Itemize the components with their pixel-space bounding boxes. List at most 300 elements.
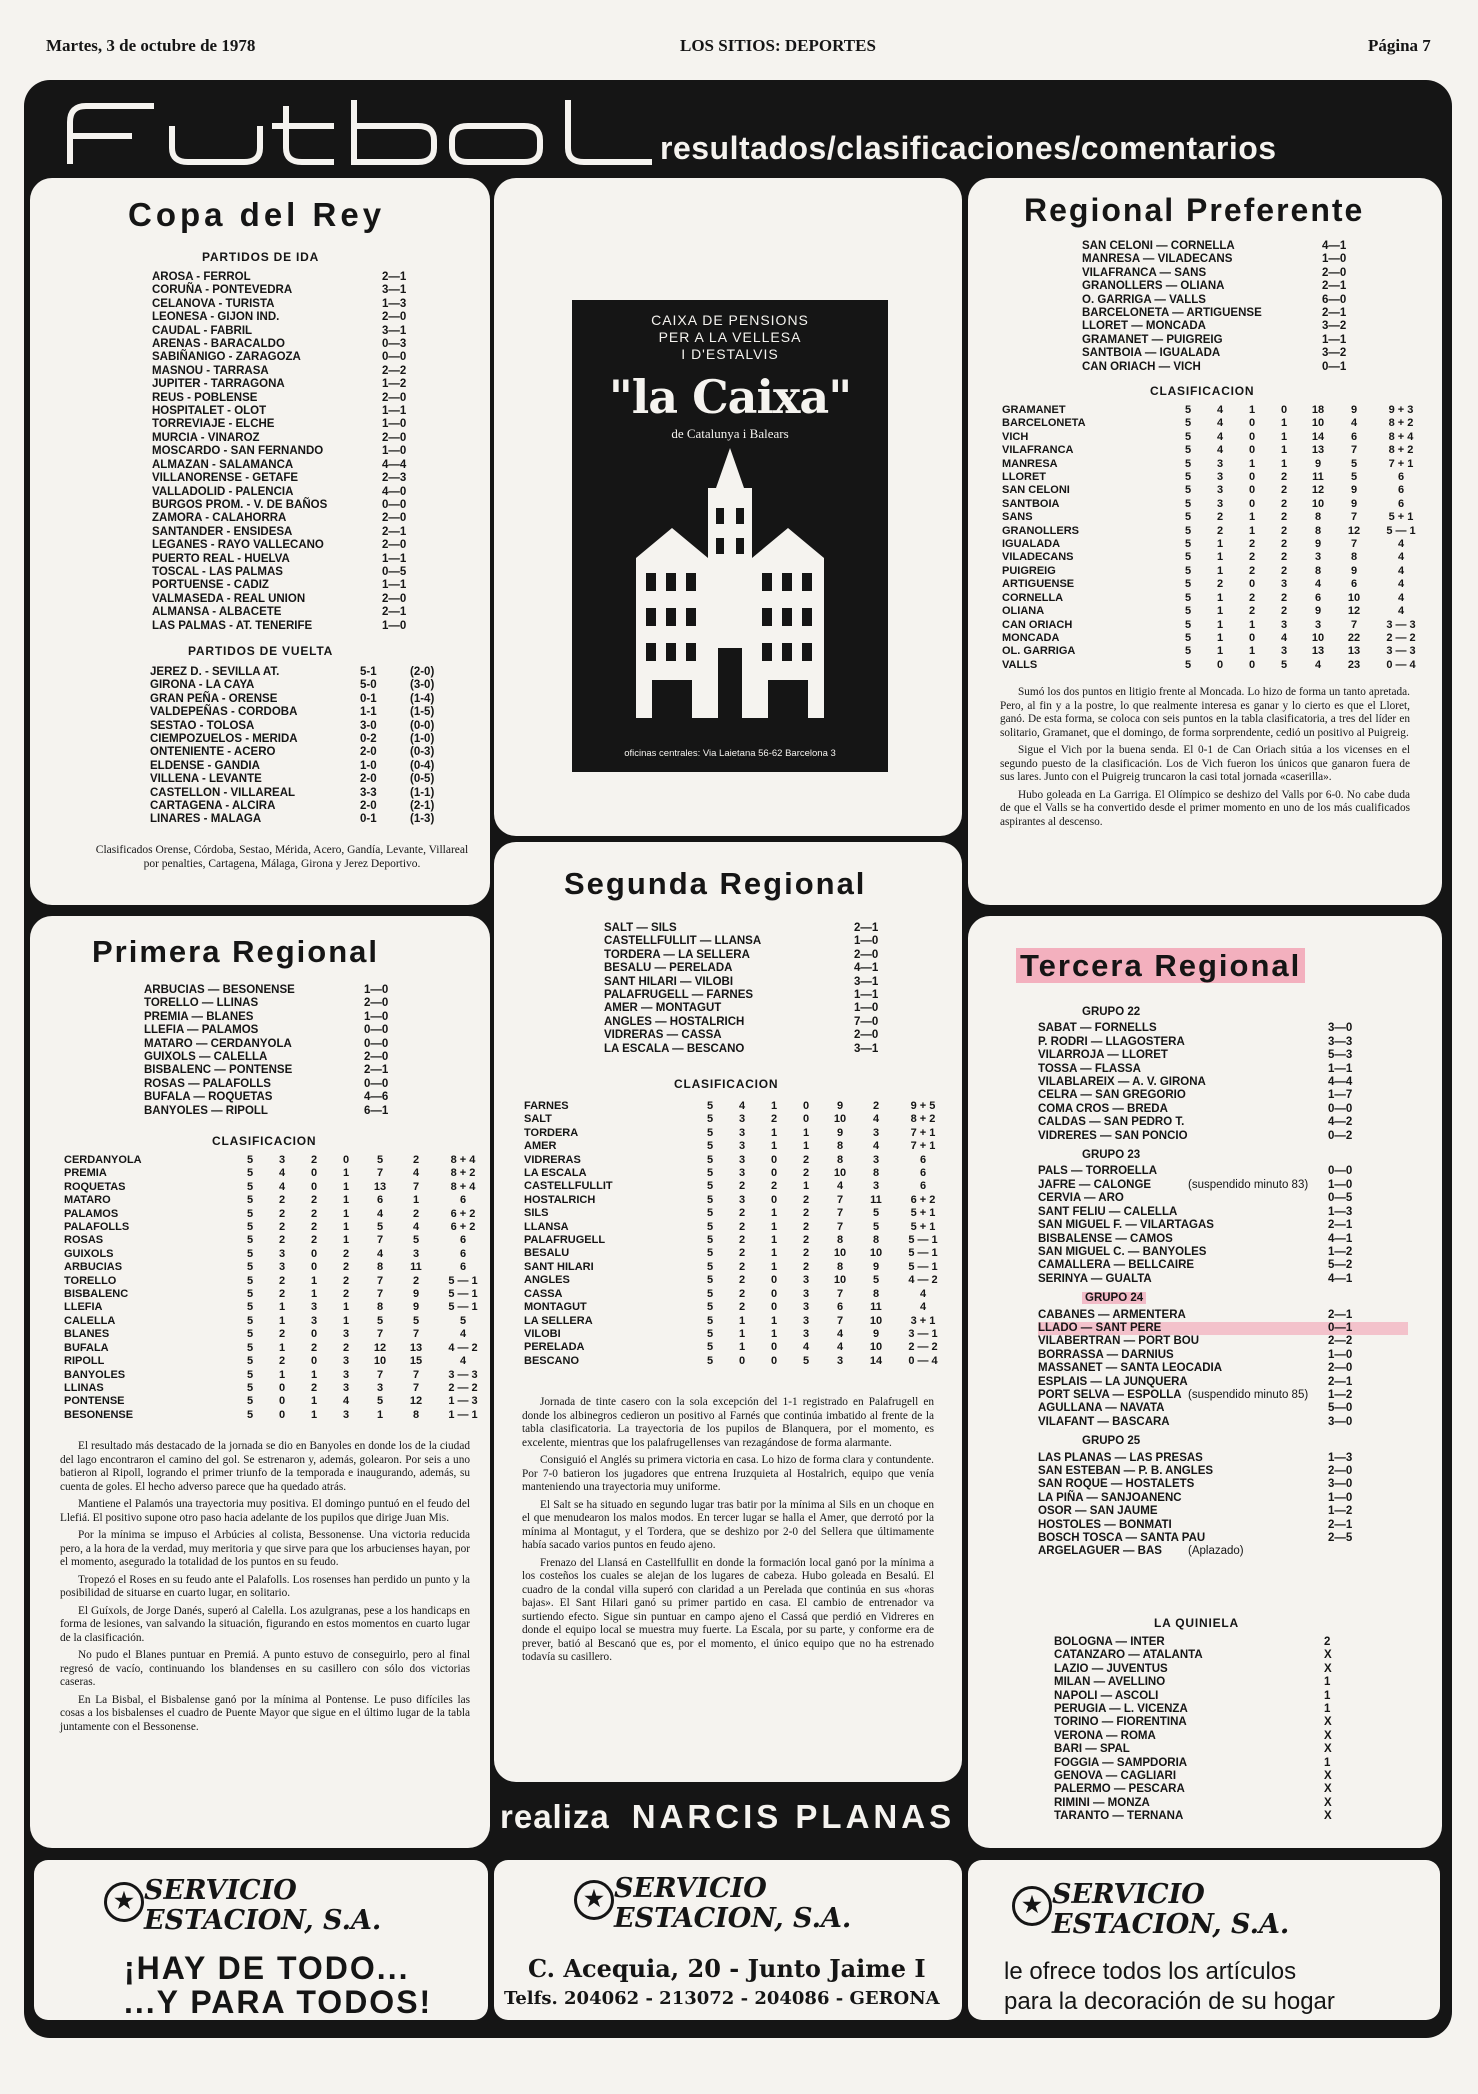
table-cell: 5	[706, 1180, 714, 1193]
match-name: VILABERTRAN — PORT BOU	[1038, 1335, 1199, 1348]
match-name: BISBALENSE — CAMOS	[1038, 1232, 1173, 1245]
table-cell: 4	[342, 1395, 350, 1408]
commentary-paragraph: El Salt se ha situado en segundo lugar tras batir por la mínima al Sils en un choque en el que menudearon los malos modos. En tercer lugar se halla el Amer, que derrotó por la mínima al Montagut, y el Tordera, que se deshizo por 2-0 del Sellera que últimamente había sacado varios puntos en feudo ajeno.	[522, 1498, 934, 1551]
table-cell: 1	[802, 1140, 810, 1153]
table-cell: 5	[706, 1247, 714, 1260]
team-name: TORDERA	[524, 1126, 579, 1139]
match-name: BANYOLES — RIPOLL	[144, 1104, 268, 1117]
commentary-paragraph: Sigue el Vich por la buena senda. El 0-1 de Can Oriach sitúa a los vicenses en el segundo puesto de la clasificación. Los de Vich fueron los únicos que ganaron fuera de sus lares. Junto con el Puigreig truncaron la casi total jornada «caserilla».	[1000, 744, 1410, 783]
table-row	[1002, 592, 1430, 605]
table-cell: 3	[310, 1314, 318, 1327]
table-cell: 1	[342, 1314, 350, 1327]
match-score: (0-4)	[410, 759, 435, 772]
table-row	[64, 1275, 492, 1288]
table-cell: 3	[872, 1126, 880, 1139]
match-note	[1188, 1063, 1328, 1076]
table-cell: 2	[278, 1207, 286, 1220]
table-cell: 5	[706, 1113, 714, 1126]
table-cell: 5	[246, 1261, 254, 1274]
team-name: BESONENSE	[64, 1408, 134, 1421]
commentary-paragraph: Por la mínima se impuso el Arbúcies al colista, Bessonense. Una victoria reducida pero, a la hora de la verdad, muy meritoria y que sirve para que los arbucienses hayan, por el momento, asegurado la totalidad de los puntos en su feudo.	[60, 1529, 470, 1568]
result-row	[1038, 1545, 1408, 1558]
table-cell: 0	[770, 1301, 778, 1314]
table-cell: 0	[1248, 631, 1256, 644]
table-row	[1002, 444, 1430, 457]
match-name: PREMIA — BLANES	[144, 1010, 254, 1023]
table-cell: 2	[802, 1220, 810, 1233]
match-name: VIDRERES — SAN PONCIO	[1038, 1129, 1188, 1142]
table-cell: 1	[770, 1314, 778, 1327]
match-note	[1188, 1022, 1328, 1035]
table-cell: 10	[1347, 591, 1361, 604]
table-cell: 4	[1280, 631, 1288, 644]
match-name: AMER — MONTAGUT	[604, 1002, 722, 1015]
result-row	[1038, 1130, 1408, 1143]
table-cell: 5	[706, 1234, 714, 1247]
match-score: 1—0	[382, 619, 407, 632]
table-cell: 1	[342, 1234, 350, 1247]
caixa-building-illustration	[616, 448, 844, 738]
result-row	[1082, 334, 1382, 347]
match-score: 2—2	[382, 364, 407, 377]
result-row	[144, 1078, 424, 1091]
match-name: ELDENSE - GANDIA	[150, 759, 260, 772]
table-cell: 1	[1248, 645, 1256, 658]
table-cell: 2	[1280, 524, 1288, 537]
result-row	[1082, 347, 1382, 360]
match-score: 5—0	[1328, 1402, 1353, 1415]
table-cell: 1	[342, 1194, 350, 1207]
commentary-paragraph: Hubo goleada en La Garriga. El Olímpico se deshizo del Valls por 6-0. No cabe duda de que el Valls se ha convertido desde el primer momento en uno de los más cualificados aspirantes al descenso.	[1000, 788, 1410, 828]
match-name: LA PIÑA — SANJOANENC	[1038, 1491, 1182, 1504]
result-row	[150, 813, 470, 826]
result-row	[604, 976, 914, 989]
table-cell: 15	[409, 1355, 423, 1368]
quiniela-title: LA QUINIELA	[1154, 1616, 1240, 1630]
match-score: 1	[1324, 1689, 1331, 1702]
table-row	[64, 1369, 492, 1382]
result-row	[1082, 320, 1382, 333]
table-cell: 1	[278, 1301, 286, 1314]
table-cell: 5	[246, 1154, 254, 1166]
table-cell: 1	[342, 1167, 350, 1180]
table-cell: 3	[376, 1381, 384, 1394]
table-cell: 1	[770, 1247, 778, 1260]
table-cell: 2	[1280, 511, 1288, 524]
table-cell: 5	[246, 1221, 254, 1234]
copa-ida-list	[152, 271, 442, 633]
match-name: REUS - POBLENSE	[152, 391, 258, 404]
table-cell: 3	[278, 1261, 286, 1274]
table-cell: 5	[1184, 524, 1192, 537]
table-row	[524, 1315, 952, 1328]
table-cell: 1 — 1	[448, 1408, 478, 1421]
match-name: CIEMPOZUELOS - MERIDA	[150, 733, 298, 746]
table-cell: 1	[1280, 430, 1288, 443]
match-score: 1—0	[854, 1002, 879, 1015]
team-name: SALT	[524, 1113, 552, 1126]
result-row	[1038, 1076, 1408, 1089]
match-score: 2—0	[382, 431, 407, 444]
star-emblem-icon: ★	[104, 1882, 144, 1922]
table-cell: 1	[1216, 591, 1224, 604]
table-cell: 3	[1280, 618, 1288, 631]
result-row	[152, 271, 442, 284]
table-cell: 8	[376, 1261, 384, 1274]
table-row	[64, 1167, 492, 1180]
table-cell: 3	[802, 1301, 810, 1314]
table-cell: 0	[310, 1328, 318, 1341]
table-cell: 2	[738, 1260, 746, 1273]
table-cell: 4	[1397, 578, 1405, 591]
match-score: 2—2	[1328, 1335, 1353, 1348]
table-row	[524, 1100, 952, 1113]
team-name: VICH	[1002, 430, 1029, 443]
table-row	[524, 1207, 952, 1220]
table-row	[64, 1288, 492, 1301]
match-name: LAS PLANAS — LAS PRESAS	[1038, 1451, 1203, 1464]
result-row	[1038, 1452, 1408, 1465]
table-cell: 5	[1184, 404, 1192, 416]
result-row	[1054, 1810, 1354, 1823]
match-note	[1188, 1273, 1328, 1286]
team-name: BESALU	[524, 1247, 570, 1260]
table-cell: 8	[1314, 564, 1322, 577]
match-name: CATANZARO — ATALANTA	[1054, 1649, 1203, 1662]
group-title	[1082, 1292, 1408, 1305]
team-name: SANTBOIA	[1002, 497, 1060, 510]
result-row	[604, 949, 914, 962]
match-score: X	[1324, 1649, 1332, 1662]
team-name: MONTAGUT	[524, 1301, 587, 1314]
match-note	[1188, 1452, 1328, 1465]
table-cell: 2	[278, 1288, 286, 1301]
table-row	[524, 1167, 952, 1180]
table-cell: 8 + 2	[1388, 417, 1414, 430]
result-row	[152, 378, 442, 391]
table-cell: 2	[1280, 605, 1288, 618]
match-score: 1—1	[382, 579, 407, 592]
table-cell: 0	[1248, 484, 1256, 497]
table-cell: 5	[246, 1288, 254, 1301]
page-date: Martes, 3 de octubre de 1978	[46, 36, 256, 55]
ad-right-line2: para la decoración de su hogar	[1004, 1988, 1335, 2015]
preferente-results	[1082, 240, 1382, 374]
match-name: CORUÑA - PONTEVEDRA	[152, 284, 293, 297]
commentary-paragraph: Jornada de tinte casero con la sola excepción del 1-1 registrado en Palafrugell en donde los albinegros cedieron un positivo al Farnés que continúa imbatido al frente de la tabla clasificatoria. La trayectoria de los pupilos de Blanquera, por el momento, es excelente, mientras que los palafrugellenses van rezagándose de forma alarmante.	[522, 1396, 934, 1449]
match-score: 2—1	[382, 606, 407, 619]
team-name: MANRESA	[1002, 457, 1058, 470]
result-row	[1038, 1219, 1408, 1232]
table-cell: 23	[1347, 658, 1361, 671]
team-name: GRAMANET	[1002, 404, 1066, 416]
table-cell: 5	[1350, 471, 1358, 484]
table-cell: 6	[1314, 591, 1322, 604]
team-name: PUIGREIG	[1002, 564, 1056, 577]
table-cell: 0	[1248, 430, 1256, 443]
table-cell: 2	[1280, 484, 1288, 497]
table-cell: 10	[833, 1274, 847, 1287]
table-cell: 2	[802, 1234, 810, 1247]
match-note	[1188, 1465, 1328, 1478]
match-name: BOLOGNA — INTER	[1054, 1636, 1165, 1648]
match-name: VILAFANT — BASCARA	[1038, 1415, 1170, 1428]
match-name: PERUGIA — L. VICENZA	[1054, 1703, 1188, 1716]
table-cell: 10	[833, 1247, 847, 1260]
match-name: TORREVIAJE - ELCHE	[152, 418, 275, 431]
table-cell: 12	[1311, 484, 1325, 497]
match-score: 4—2	[1328, 1116, 1353, 1129]
table-row	[1002, 659, 1430, 672]
table-cell: 4	[459, 1328, 467, 1341]
table-cell: 7	[412, 1180, 420, 1193]
table-cell: 1	[770, 1260, 778, 1273]
table-cell: 2	[802, 1167, 810, 1180]
table-cell: 2 — 2	[1386, 631, 1416, 644]
team-name: MONCADA	[1002, 631, 1060, 644]
group-title: GRUPO 23	[1082, 1149, 1141, 1162]
table-row	[1002, 565, 1430, 578]
table-cell: 2	[342, 1341, 350, 1354]
match-score: 0—5	[382, 565, 407, 578]
table-cell: 8 + 4	[450, 1180, 476, 1193]
match-name: SABIÑANIGO - ZARAGOZA	[152, 351, 301, 364]
table-cell: 0 — 4	[1386, 658, 1416, 671]
table-cell: 1	[738, 1327, 746, 1340]
result-row	[150, 733, 470, 746]
table-cell: 2	[1216, 524, 1224, 537]
result-row	[1038, 1049, 1408, 1062]
match-name: MATARO — CERDANYOLA	[144, 1037, 292, 1050]
table-cell: 3	[342, 1328, 350, 1341]
table-cell: 11	[1312, 471, 1324, 484]
table-cell: 2	[310, 1207, 318, 1220]
result-row	[152, 445, 442, 458]
table-cell: 1	[770, 1327, 778, 1340]
table-cell: 0 — 4	[908, 1354, 938, 1367]
match-name: CARTAGENA - ALCIRA	[150, 800, 276, 813]
match-score: 2—0	[364, 1051, 389, 1064]
table-row	[1002, 619, 1430, 632]
match-score: 1—2	[1328, 1505, 1353, 1518]
match-name: VILAFRANCA — SANS	[1082, 266, 1207, 279]
table-cell: 5	[706, 1287, 714, 1300]
result-row	[152, 311, 442, 324]
table-cell: 3	[1280, 578, 1288, 591]
table-row	[524, 1274, 952, 1287]
result-row	[152, 459, 442, 472]
match-score: 6—1	[364, 1104, 389, 1117]
match-score: 1—1	[854, 989, 879, 1002]
match-score: 1—3	[1328, 1451, 1353, 1464]
match-score: 3—0	[1328, 1415, 1353, 1428]
table-cell: 6	[919, 1153, 927, 1166]
match-score: 2—1	[1328, 1219, 1353, 1232]
match-score: 3-3	[360, 786, 377, 799]
match-name: SANTBOIA — IGUALADA	[1082, 347, 1221, 360]
table-cell: 5	[706, 1193, 714, 1206]
match-name: GRAN PEÑA - ORENSE	[150, 692, 278, 705]
commentary-paragraph: Consiguió el Anglés su primera victoria en casa. Lo hizo de forma clara y contundente. Por 7-0 batieron los jugadores que entrena Iruzquieta al Hostalrich, equipo que venía manteniendo una trayectoria muy uniforme.	[522, 1454, 934, 1493]
match-name: HOSPITALET - OLOT	[152, 405, 267, 418]
table-cell: 5	[246, 1341, 254, 1354]
match-name: ALMANSA - ALBACETE	[152, 606, 282, 619]
table-cell: 0	[278, 1395, 286, 1408]
segunda-table	[524, 1100, 952, 1368]
table-cell: 3 + 1	[910, 1314, 936, 1327]
table-cell: 5	[1184, 417, 1192, 430]
table-row	[524, 1288, 952, 1301]
team-name: PALAFRUGELL	[524, 1234, 606, 1247]
table-cell: 0	[310, 1247, 318, 1260]
match-name: CAUDAL - FABRIL	[152, 324, 253, 337]
match-score: 1—3	[382, 297, 407, 310]
match-score: 2—0	[1328, 1465, 1353, 1477]
table-cell: 4	[1397, 564, 1405, 577]
match-name: MASSANET — SANTA LEOCADIA	[1038, 1362, 1222, 1375]
preferente-table	[1002, 404, 1430, 672]
match-note	[1188, 1259, 1328, 1272]
ad-left-line1: ¡HAY DE TODO...	[124, 1950, 410, 1986]
table-cell: 3	[310, 1301, 318, 1314]
table-cell: 8	[872, 1234, 880, 1247]
match-name: VILLENA - LEVANTE	[150, 773, 262, 786]
result-row	[144, 1051, 424, 1064]
match-name: MURCIA - VINAROZ	[152, 431, 260, 444]
masthead-subtitle: resultados/clasificaciones/comentarios	[660, 130, 1277, 166]
table-cell: 0	[738, 1354, 746, 1367]
result-row	[152, 472, 442, 485]
table-cell: 5	[1184, 631, 1192, 644]
table-cell: 9	[1350, 497, 1358, 510]
table-cell: 5	[872, 1220, 880, 1233]
match-score: 0—0	[364, 1037, 389, 1050]
table-row	[1002, 578, 1430, 591]
table-cell: 12	[1347, 605, 1361, 618]
team-name: VIDRERAS	[524, 1153, 581, 1166]
result-row	[1038, 1103, 1408, 1116]
table-cell: 5	[706, 1126, 714, 1139]
table-cell: 2	[310, 1221, 318, 1234]
match-name: JAFRE — CALONGE	[1038, 1178, 1152, 1191]
table-cell: 3	[872, 1180, 880, 1193]
table-cell: 1	[278, 1368, 286, 1381]
table-row	[64, 1355, 492, 1368]
match-score: 2—0	[854, 948, 879, 961]
table-cell: 1	[770, 1100, 778, 1112]
table-cell: 9	[872, 1327, 880, 1340]
match-name: TOSCAL - LAS PALMAS	[152, 565, 283, 578]
table-cell: 2	[770, 1113, 778, 1126]
table-row	[1002, 632, 1430, 645]
table-cell: 1	[1216, 564, 1224, 577]
match-name: ROSAS — PALAFOLLS	[144, 1077, 271, 1090]
result-row	[604, 922, 914, 935]
commentary-paragraph: En La Bisbal, el Bisbalense ganó por la mínima al Pontense. Le puso difíciles las cosas a los bisbalenses el cuadro de Puente Mayor que sigue en el último lugar de la tabla juntamente con el Bessonense.	[60, 1693, 470, 1733]
table-cell: 5	[1184, 457, 1192, 470]
match-name: PORT SELVA — ESPOLLA	[1038, 1388, 1182, 1401]
table-cell: 14	[869, 1354, 883, 1367]
table-row	[524, 1140, 952, 1153]
table-cell: 0	[1216, 658, 1224, 671]
result-row	[152, 298, 442, 311]
match-name: ZAMORA - CALAHORRA	[152, 512, 287, 525]
result-row	[1038, 1389, 1408, 1402]
table-cell: 10	[869, 1314, 883, 1327]
result-row	[150, 760, 470, 773]
table-cell: 10	[373, 1355, 387, 1368]
table-cell: 8	[836, 1234, 844, 1247]
table-cell: 3	[342, 1381, 350, 1394]
match-score: 7—0	[854, 1015, 879, 1028]
team-name: LLANSA	[524, 1220, 569, 1233]
table-cell: 1	[376, 1408, 384, 1421]
team-name: CALELLA	[64, 1314, 116, 1327]
table-cell: 1	[1248, 524, 1256, 537]
match-score: 4—1	[1328, 1272, 1353, 1285]
team-name: CERDANYOLA	[64, 1154, 142, 1166]
match-name: CELANOVA - TURISTA	[152, 297, 275, 310]
table-cell: 11	[870, 1301, 882, 1314]
table-cell: 9	[1314, 538, 1322, 551]
match-name: MASNOU - TARRASA	[152, 364, 269, 377]
match-note	[1188, 1376, 1328, 1389]
table-cell: 7	[376, 1274, 384, 1287]
result-row	[150, 746, 470, 759]
table-cell: 6 + 2	[450, 1207, 476, 1220]
table-cell: 5	[246, 1314, 254, 1327]
table-row	[1002, 605, 1430, 618]
table-cell: 0	[770, 1167, 778, 1180]
table-cell: 3	[738, 1193, 746, 1206]
ad-middle-address: C. Acequia, 20 - Junto Jaime I	[528, 1954, 926, 1983]
table-cell: 6 + 2	[910, 1193, 936, 1206]
table-cell: 6	[459, 1194, 467, 1207]
table-cell: 2	[802, 1260, 810, 1273]
match-score: 2—0	[1322, 266, 1347, 279]
match-score: 2—0	[382, 512, 407, 525]
table-row	[524, 1301, 952, 1314]
table-cell: 5 + 1	[1388, 511, 1414, 524]
table-row	[1002, 431, 1430, 444]
team-name: FARNES	[524, 1100, 569, 1112]
table-row	[524, 1261, 952, 1274]
match-score: (1-5)	[410, 706, 435, 719]
match-score: 2—1	[1322, 307, 1347, 320]
preferente-title: Regional Preferente	[1024, 192, 1365, 228]
commentary-paragraph: El resultado más destacado de la jornada se dio en Banyoles en donde los de la ciudad del lago encontraron el camino del gol. Se estrenaron y, además, golearon. Por seis a uno batieron al Ripoll, logrando el primer triunfo de la temporada e inaugurando, además, su cuenta de goles. El hecho adverso parece que ha quedado atrás.	[60, 1440, 470, 1493]
table-cell: 0	[770, 1287, 778, 1300]
result-row	[1038, 1192, 1408, 1205]
table-cell: 5	[1184, 497, 1192, 510]
match-name: BISBALENC — PONTENSE	[144, 1064, 293, 1077]
match-score: 4—1	[1322, 240, 1347, 252]
result-row	[152, 620, 442, 633]
match-score: 2-0	[360, 773, 377, 786]
table-cell: 2	[1248, 538, 1256, 551]
table-cell: 5	[412, 1314, 420, 1327]
table-cell: 2	[738, 1274, 746, 1287]
match-name: SAN MIGUEL C. — BANYOLES	[1038, 1245, 1207, 1258]
table-row	[1002, 645, 1430, 658]
result-row	[1038, 1376, 1408, 1389]
ad-middle	[494, 1860, 962, 2020]
table-cell: 2	[1280, 551, 1288, 564]
table-cell: 5	[1184, 484, 1192, 497]
table-cell: 2	[342, 1261, 350, 1274]
table-cell: 4	[376, 1207, 384, 1220]
table-cell: 8	[412, 1408, 420, 1421]
